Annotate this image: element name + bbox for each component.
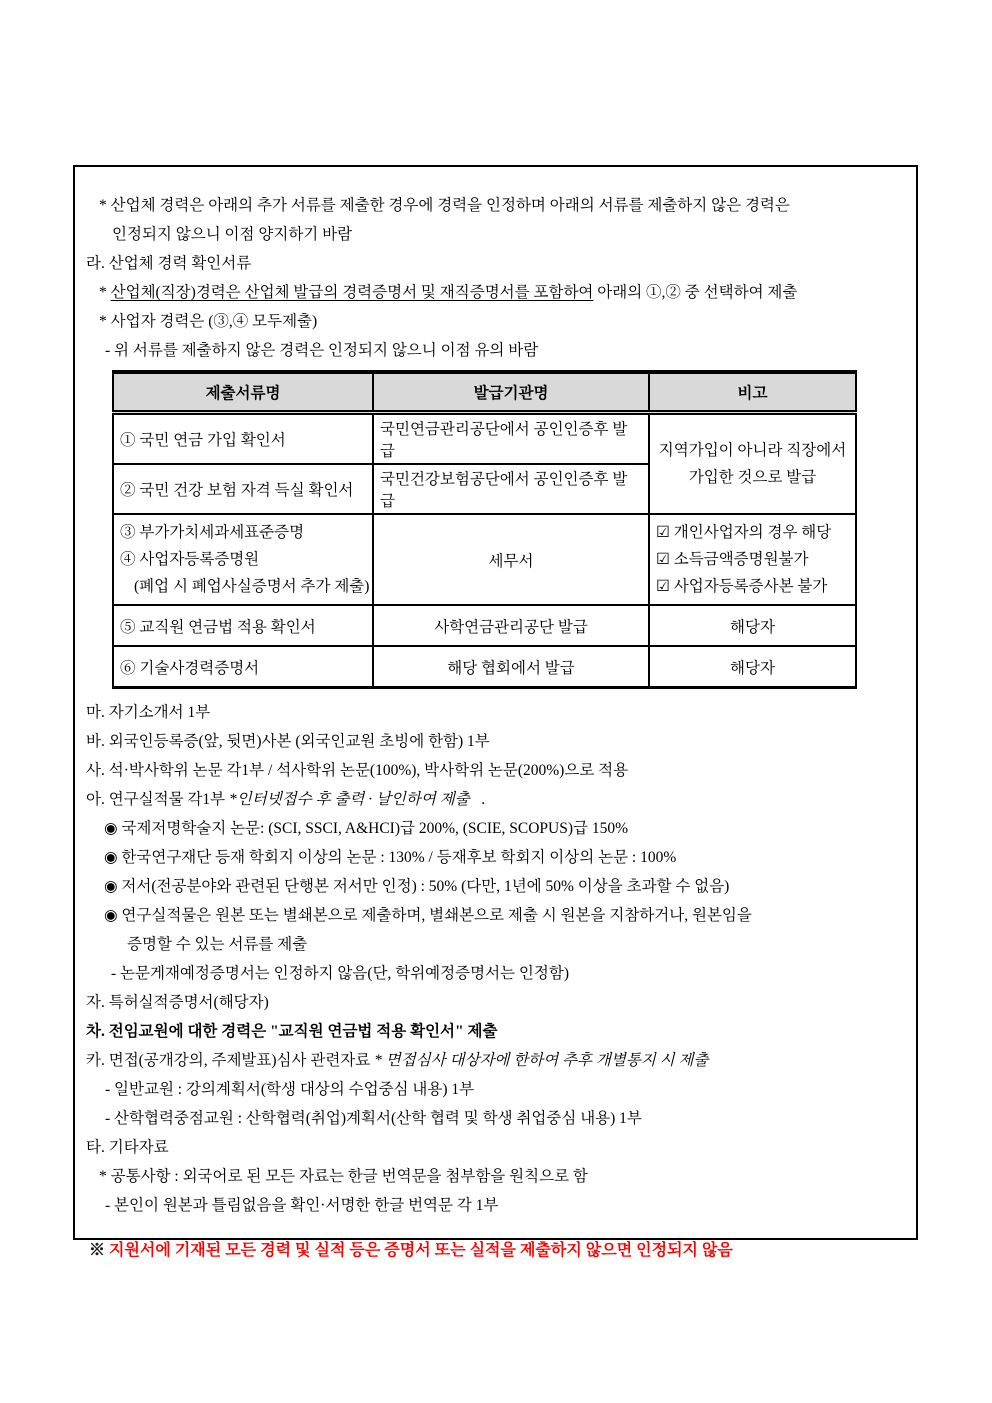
warning-text: 지원서에 기재된 모든 경력 및 실적 등은 증명서 또는 실적을 제출하지 않으면 인정되지 않음 [109,1242,733,1259]
ka-dash-industry-faculty: - 산학협력중점교원 : 산학협력(취업)계획서(산학 협력 및 학생 취업중심 내용) 1부 [105,1110,642,1127]
business-issuer-cell: 세무서 [373,514,649,605]
health-issuer-cell: 국민건강보험공단에서 공인인증후 발급 [373,464,649,514]
item-ma-self-intro: 마. 자기소개서 1부 [86,704,211,721]
ah-italic-note: *인터넷접수 후 출력 · 날인하여 제출 [229,791,470,808]
item-cha-fulltime-career: 차. 전임교원에 대한 경력은 "교직원 연금법 적용 확인서" 제출 [86,1023,498,1040]
ra-note-submit-choice [75,278,902,307]
bullet-sci-journals: ◉ 국제저명학술지 논문: (SCI, SSCI, A&HCI)급 200%, (SCIE, SCOPUS)급 150% [104,820,629,837]
checkbox-note-3: ☑ 사업자등록증사본 불가 [656,578,828,595]
table-row-business-docs [113,514,856,605]
ta-star-common: * 공통사항 : 외국어로 된 모든 자료는 한글 번역문을 첨부함을 원칙으로 함 [99,1168,588,1185]
document-border-box [73,165,918,1259]
closure-cert-line: (폐업 시 폐업사실증명서 추가 제출) [134,578,370,595]
business-doc-cell [113,514,373,605]
vat-cert-line: ③ 부가가치세과세표준증명 [120,524,305,541]
pension-health-note-cell [649,413,856,515]
col-header-document-name: 제출서류명 [113,372,373,413]
table-row-pension [113,413,856,465]
bullet-books: ◉ 저서(전공분야와 관련된 단행본 저서만 인정) : 50% (다만, 1년에 50% 이상을 초과할 수 없음) [104,878,730,895]
engineer-doc-cell: ⑥ 기술사경력증명서 [113,646,373,688]
item-ja-patent: 자. 특허실적증명서(해당자) [86,994,269,1011]
table-header-row [113,372,856,413]
bullet-originals-line2: 증명할 수 있는 서류를 제출 [127,936,308,953]
table-row-engineer-career [113,646,856,688]
ra-note-underlined: 산업체(직장)경력은 산업체 발급의 경력증명서 및 재직증명서를 포함하여 [110,284,594,301]
note-workplace-line1: 지역가입이 아니라 직장에서 [658,442,847,459]
health-doc-cell: ② 국민 건강 보험 자격 득실 확인서 [113,464,373,514]
business-reg-line: ④ 사업자등록증명원 [120,551,260,568]
bullet-originals-line1: ◉ 연구실적물은 원본 또는 별쇄본으로 제출하며, 별쇄본으로 제출 시 원본을 지참하거나, 원본임을 [104,907,752,924]
dash-preprint-note: - 논문게재예정증명서는 인정하지 않음(단, 학위예정증명서는 인정함) [111,965,569,982]
checkbox-note-2: ☑ 소득금액증명원불가 [656,551,809,568]
bullet-krf-journals: ◉ 한국연구재단 등재 학회지 이상의 논문 : 130% / 등재후보 학회지 이상의 논문 : 100% [104,849,677,866]
item-ta-others: 타. 기타자료 [86,1139,169,1156]
business-note-cell [649,514,856,605]
item-sa-theses: 사. 석·박사학위 논문 각1부 / 석사학위 논문(100%), 박사학위 논문(200%)으로 적용 [86,762,629,779]
warning-note [75,1236,902,1265]
ta-dash-translation: - 본인이 원본과 틀림없음을 확인·서명한 한글 번역문 각 1부 [105,1197,499,1214]
teacher-pension-note-cell: 해당자 [649,605,856,646]
reference-mark: ※ [89,1242,110,1259]
ra-note-prefix: * [99,284,111,301]
teacher-pension-doc-cell: ⑤ 교직원 연금법 적용 확인서 [113,605,373,646]
ka-dash-general-faculty: - 일반교원 : 강의계획서(학생 대상의 수업중심 내용) 1부 [105,1081,475,1098]
submission-documents-table [112,370,857,689]
note-industry-career-line1: * 산업체 경력은 아래의 추가 서류를 제출한 경우에 경력을 인정하며 아래의 서류를 제출하지 않은 경력은 [99,197,790,214]
teacher-pension-issuer-cell: 사학연금관리공단 발급 [373,605,649,646]
engineer-issuer-cell: 해당 협회에서 발급 [373,646,649,688]
section-ra-title: 라. 산업체 경력 확인서류 [86,255,252,272]
pension-issuer-cell: 국민연금관리공단에서 공인인증후 발급 [373,413,649,465]
item-ba-alien-card: 바. 외국인등록증(앞, 뒷면)사본 (외국인교원 초빙에 한함) 1부 [86,733,490,750]
ra-note-business: * 사업자 경력은 (③,④ 모두제출) [99,313,318,330]
pension-doc-cell: ① 국민 연금 가입 확인서 [113,413,373,465]
ah-prefix: 아. 연구실적물 각1부 [86,791,230,808]
item-ah-research [75,785,902,814]
ah-suffix: . [469,791,486,808]
checkbox-note-1: ☑ 개인사업자의 경우 해당 [656,524,832,541]
ra-note-rest: 아래의 ①,② 중 선택하여 제출 [593,284,798,301]
engineer-note-cell: 해당자 [649,646,856,688]
col-header-issuer: 발급기관명 [373,372,649,413]
ka-italic-note: * 면접심사 대상자에 한하여 추후 개별통지 시 제출 [374,1052,709,1069]
col-header-note: 비고 [649,372,856,413]
note-industry-career-line2: 인정되지 않으니 이점 양지하기 바람 [112,226,353,243]
ra-note-warning: - 위 서류를 제출하지 않은 경력은 인정되지 않으니 이점 유의 바람 [105,342,539,359]
note-workplace-line2: 가입한 것으로 발급 [688,469,817,486]
table-row-teacher-pension [113,605,856,646]
item-ka-interview [75,1046,902,1075]
ka-prefix: 카. 면접(공개강의, 주제발표)심사 관련자료 [86,1052,375,1069]
